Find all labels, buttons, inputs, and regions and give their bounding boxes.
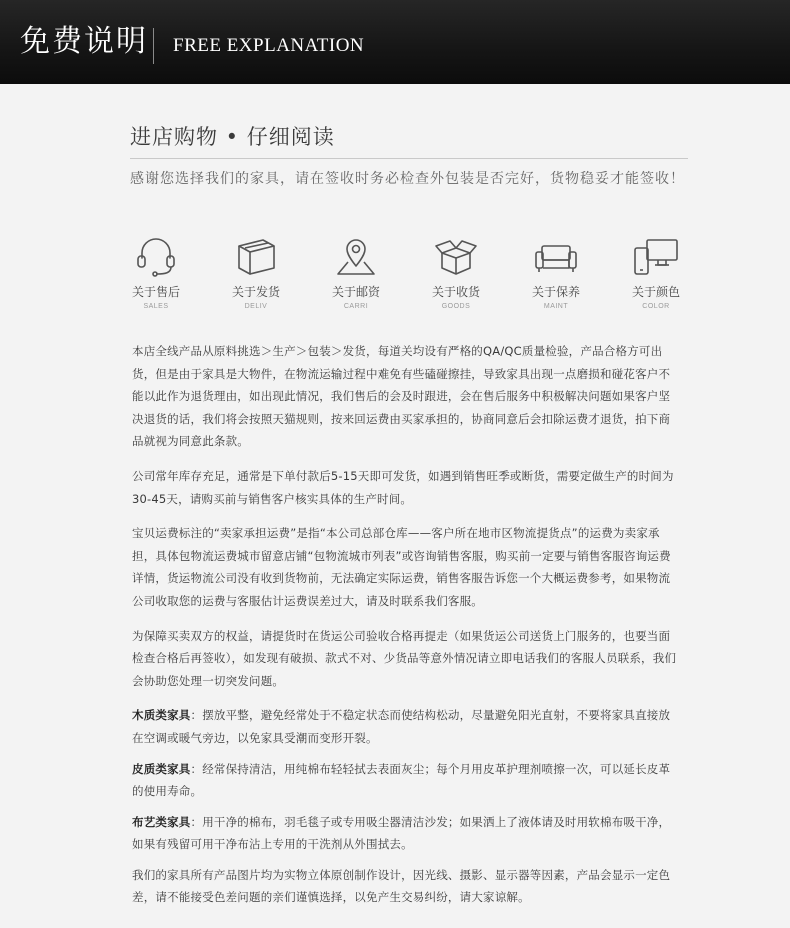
icon-item-sales	[118, 236, 194, 312]
devices-icon	[631, 236, 681, 278]
section-subtitle: 感谢您选择我们的家具，请在签收时务必检查外包装是否完好，货物稳妥才能签收！	[130, 171, 685, 187]
icon-label-maintenance: 关于保养	[531, 285, 580, 299]
sofa-icon	[533, 236, 579, 278]
icon-label-delivery: 关于发货	[231, 285, 280, 299]
paragraph-return-policy: 本店全线产品从原料挑选＞生产＞包装＞发货，每道关均设有严格的QA/QC质量检验，产品合格方可出货，但是由于家具是大物件，在物流运输过程中难免有些磕碰擦挂，导致家具出现一点磨损和碰花客户不能以此作为退货理由，如出现此情况，我们售后的会及时跟进，会在售后服务中积极解决问题如果客户坚决退货的话，我们将会按照天猫规则，按来回运费由买家承担的，协商同意后会扣除运费才退货，拍下商品就视为同意此条款。	[132, 344, 671, 449]
header-title-cn: 免费说明	[20, 24, 148, 59]
icon-en-receiving: GOODS	[441, 303, 471, 310]
leather-care-label: 皮质类家具	[132, 761, 191, 776]
icon-en-sales: SALES	[143, 303, 169, 310]
fabric-care-label: 布艺类家具	[132, 814, 191, 829]
icon-en-postage: CARRI	[343, 303, 369, 310]
paragraph-fabric-care	[132, 811, 680, 856]
paragraph-leather-care	[132, 758, 680, 803]
paragraph-freight: 宝贝运费标注的“卖家承担运费”是指“本公司总部仓库——客户所在地市区物流提货点”的运费为卖家承担，具体包物流运费城市留意店铺“包物流城市列表”或咨询销售客服，购买前一定要与销售客服咨询运费详情，货运物流公司没有收到货物前，无法确定实际运费，销售客服告诉您一个大概运费参考，如果物流公司收取您的运费与客服估计运费误差过大，请及时联系我们客服。	[132, 526, 671, 608]
icon-label-postage: 关于邮资	[331, 285, 380, 299]
wood-care-label: 木质类家具	[132, 708, 191, 723]
fabric-care-text: ：用干净的棉布，羽毛毯子或专用吸尘器清洁沙发；如果洒上了液体请及时用软棉布吸干净，如果有残留可用干净布沾上专用的干洗剂从外围拭去。	[132, 814, 671, 852]
box-icon	[233, 236, 279, 278]
icon-en-maintenance: MAINT	[543, 303, 569, 310]
header-banner	[0, 0, 790, 84]
open-box-icon	[433, 236, 479, 278]
section-title: 进店购物 • 仔细阅读	[130, 125, 335, 149]
icon-item-delivery	[218, 236, 294, 312]
paragraph-wood-care	[132, 704, 680, 749]
icon-label-color: 关于颜色	[631, 285, 680, 299]
paragraph-color-difference: 我们的家具所有产品图片均为实物立体原创制作设计，因光线、摄影、显示器等因素，产品会显示一定色差，请不能接受色差问题的亲们谨慎选择，以免产生交易纠纷，请大家谅解。	[132, 867, 671, 905]
location-pin-icon	[333, 236, 379, 278]
icon-item-maintenance	[518, 236, 594, 312]
icon-en-delivery: DELIV	[244, 303, 268, 310]
icon-label-sales: 关于售后	[131, 285, 180, 299]
content-body	[132, 340, 680, 909]
icon-en-color: COLOR	[642, 303, 670, 310]
leather-care-text: ：经常保持清洁，用纯棉布轻轻拭去表面灰尘；每个月用皮革护理剂喷擦一次，可以延长皮革的使用寿命。	[132, 761, 671, 799]
headset-icon	[133, 236, 179, 278]
paragraph-inspection: 为保障买卖双方的权益，请提货时在货运公司验收合格再提走（如果货运公司送货上门服务的，也要当面检查合格后再签收），如发现有破损、款式不对、少货品等意外情况请立即电话我们的客服人员联系，我们会协助您处理一切突发问题。	[132, 628, 677, 688]
header-divider	[153, 28, 154, 64]
icon-label-receiving: 关于收货	[431, 285, 480, 299]
paragraph-stock: 公司常年库存充足，通常是下单付款后5-15天即可发货，如遇到销售旺季或断货，需要定做生产的时间为30-45天，请购买前与销售客户核实具体的生产时间。	[132, 468, 674, 506]
title-divider	[130, 158, 688, 159]
header-title-en: FREE EXPLANATION	[173, 35, 365, 56]
info-icons-row	[118, 236, 696, 316]
icon-item-receiving	[418, 236, 494, 312]
icon-item-postage	[318, 236, 394, 312]
icon-item-color	[618, 236, 694, 312]
wood-care-text: ：摆放平整，避免经常处于不稳定状态而使结构松动，尽量避免阳光直射，不要将家具直接放在空调或暖气旁边，以免家具受潮而变形开裂。	[132, 708, 671, 745]
